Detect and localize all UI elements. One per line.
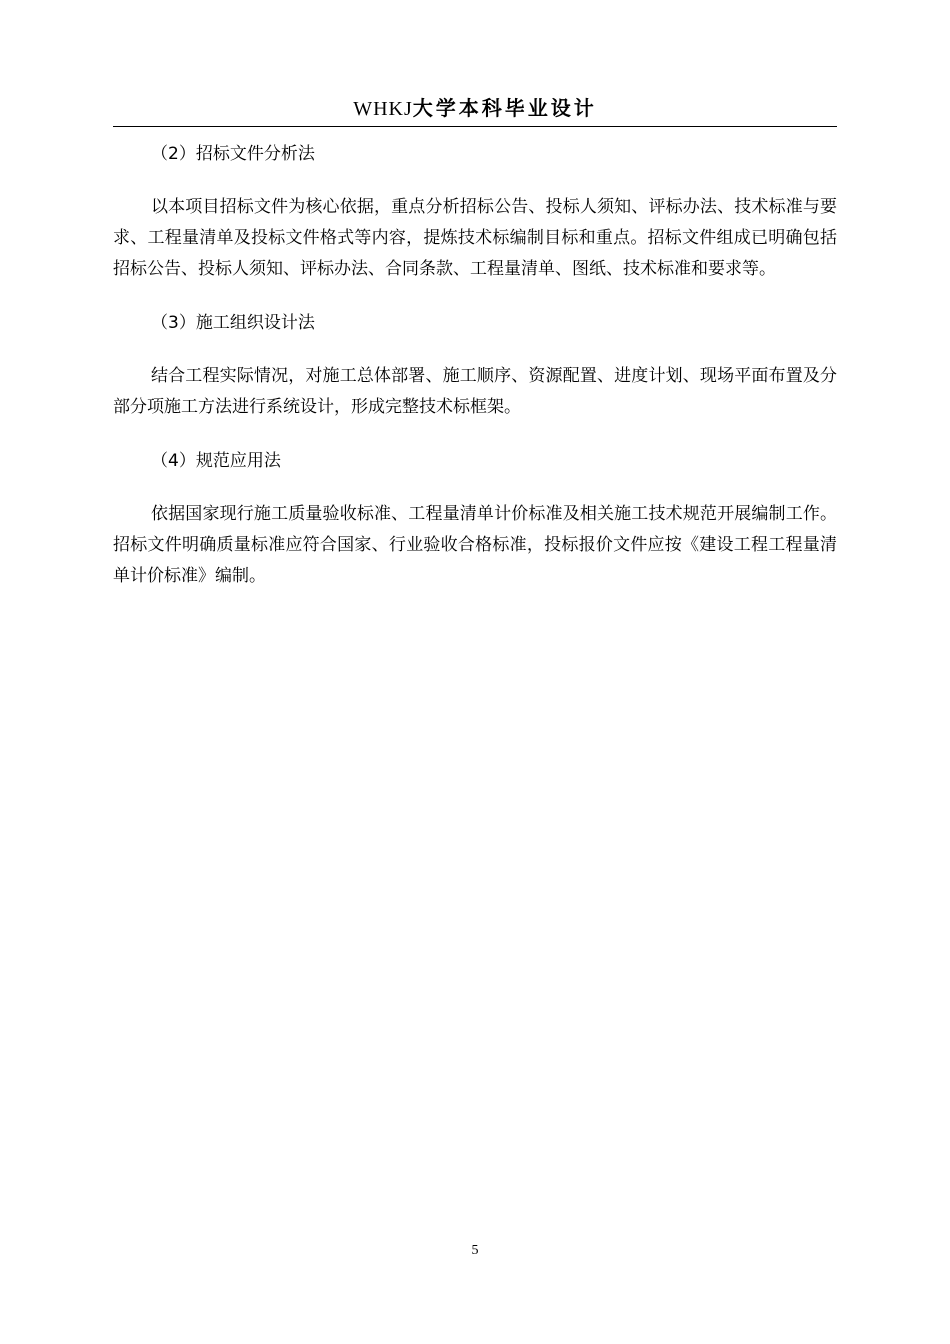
section-heading-2: （2）招标文件分析法 xyxy=(151,144,315,164)
section-heading-4: （4）规范应用法 xyxy=(151,451,281,471)
section-heading-3: （3）施工组织设计法 xyxy=(151,313,315,333)
section-paragraph-4: 依据国家现行施工质量验收标准、工程量清单计价标准及相关施工技术规范开展编制工作。招标文件明确质量标准应符合国家、行业验收合格标准，投标报价文件应按《建设工程工程量清单计价标准》编制。 xyxy=(113,504,837,586)
section-paragraph-2: 以本项目招标文件为核心依据，重点分析招标公告、投标人须知、评标办法、技术标准与要求、工程量清单及投标文件格式等内容，提炼技术标编制目标和重点。招标文件组成已明确包括招标公告、投标人须知、评标办法、合同条款、工程量清单、图纸、技术标准和要求等。 xyxy=(113,197,837,279)
header-title xyxy=(353,94,597,123)
header-title-latin: WHKJ xyxy=(353,98,413,120)
page-header xyxy=(113,94,837,127)
page-content xyxy=(113,140,837,592)
page-number: 5 xyxy=(471,1243,479,1258)
header-title-cjk: 大学本科毕业设计 xyxy=(412,96,597,120)
section-paragraph-3: 结合工程实际情况，对施工总体部署、施工顺序、资源配置、进度计划、现场平面布置及分部分项施工方法进行系统设计，形成完整技术标框架。 xyxy=(113,366,837,417)
